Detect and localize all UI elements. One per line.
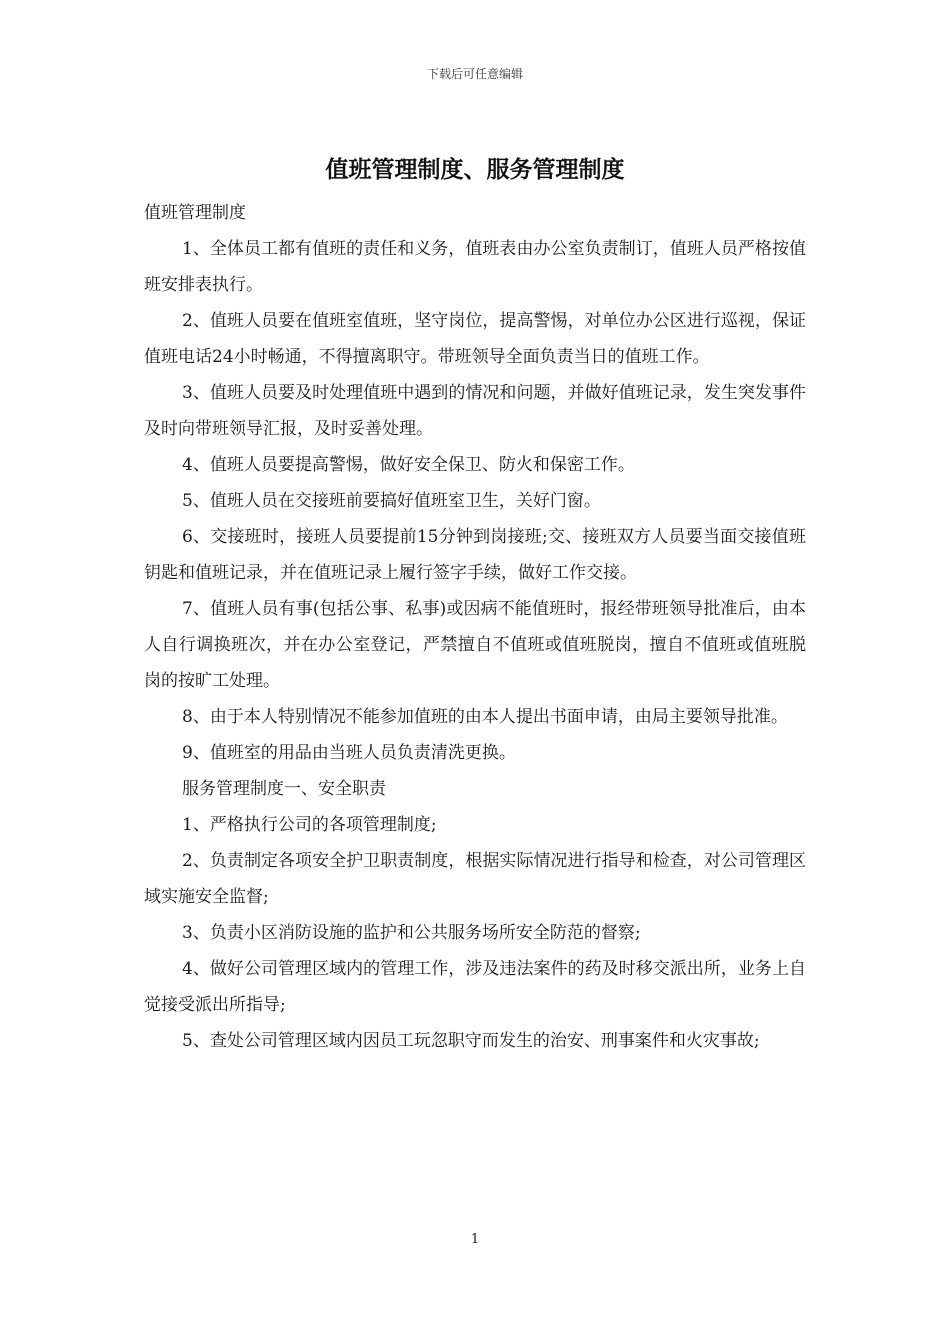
paragraph: 5、值班人员在交接班前要搞好值班室卫生，关好门窗。	[182, 491, 601, 511]
paragraph: 6、交接班时，接班人员要提前15分钟到岗接班;交、接班双方人员要当面交接值班钥匙和值班记录，并在值班记录上履行签字手续，做好工作交接。	[144, 527, 806, 583]
paragraph: 1、全体员工都有值班的责任和义务，值班表由办公室负责制订，值班人员严格按值班安排表执行。	[144, 239, 806, 295]
paragraph: 3、负责小区消防设施的监护和公共服务场所安全防范的督察;	[182, 923, 641, 943]
paragraph: 8、由于本人特别情况不能参加值班的由本人提出书面申请，由局主要领导批准。	[182, 707, 788, 727]
section-heading-duty: 值班管理制度	[144, 203, 246, 223]
section-heading-service: 服务管理制度一、安全职责	[182, 779, 386, 799]
document-body	[144, 195, 806, 1059]
paragraph: 2、值班人员要在值班室值班，坚守岗位，提高警惕，对单位办公区进行巡视，保证值班电话24小时畅通，不得擅离职守。带班领导全面负责当日的值班工作。	[144, 311, 806, 367]
paragraph: 2、负责制定各项安全护卫职责制度，根据实际情况进行指导和检查，对公司管理区域实施安全监督;	[144, 851, 806, 907]
paragraph: 3、值班人员要及时处理值班中遇到的情况和问题，并做好值班记录，发生突发事件及时向带班领导汇报，及时妥善处理。	[144, 383, 806, 439]
paragraph: 7、值班人员有事(包括公事、私事)或因病不能值班时，报经带班领导批准后，由本人自行调换班次，并在办公室登记，严禁擅自不值班或值班脱岗，擅自不值班或值班脱岗的按旷工处理。	[144, 599, 806, 691]
document-title: 值班管理制度、服务管理制度	[325, 156, 625, 183]
paragraph: 9、值班室的用品由当班人员负责清洗更换。	[182, 743, 516, 763]
paragraph: 4、值班人员要提高警惕，做好安全保卫、防火和保密工作。	[182, 455, 635, 475]
page-number: 1	[470, 1232, 480, 1247]
page-header-note: 下载后可任意编辑	[426, 67, 523, 81]
paragraph: 1、严格执行公司的各项管理制度;	[182, 815, 437, 835]
paragraph: 4、做好公司管理区域内的管理工作，涉及违法案件的药及时移交派出所，业务上自觉接受派出所指导;	[144, 959, 806, 1015]
paragraph: 5、查处公司管理区域内因员工玩忽职守而发生的治安、刑事案件和火灾事故;	[182, 1031, 760, 1051]
